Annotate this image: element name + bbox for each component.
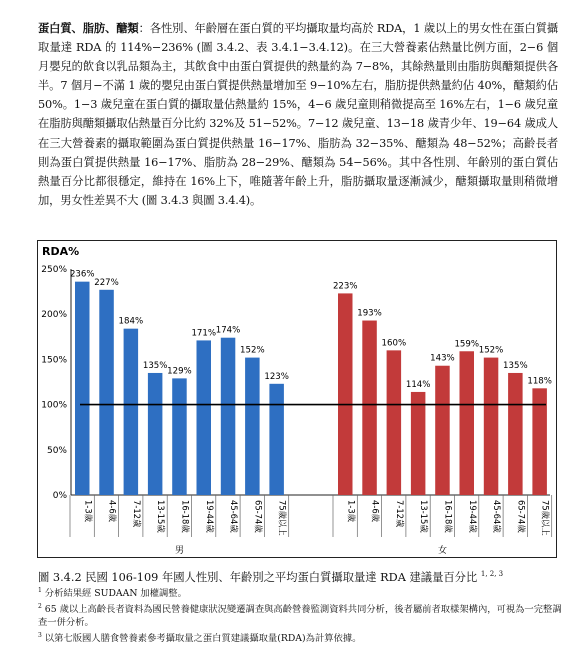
paragraph-body: ：各性別、年齡層在蛋白質的平均攝取量均高於 RDA，1 歲以上的男女性在蛋白質攝取量達 RDA 的 114%−236% (圖 3.4.2、表 3.4.1−3.4.12)。在三大營養素佔熱量比例方面，2−6 個月嬰兒的飲食以乳品類為主，其飲食中由蛋白質提供的熱量約為 7−8%，其餘熱量則由脂肪與醣類提供各半。7 個月−不滿 1 歲的嬰兒由蛋白質提供熱量增加至 9−10%左右，脂肪提供熱量約佔 40%，醣類約佔 50%。1−3 歲兒童在蛋白質的攝取量佔熱量約 15%，4−6 歲兒童則稍微提高至 16%左右，1−6 歲兒童在脂肪與醣類攝取佔熱量百分比約 32%及 51−52%。7−12 歲兒童、13−18 歲青少年、19−64 歲成人在三大營養素的攝取範圍為蛋白質提供熱量 16−17%、脂肪為 32−35%、醣類為 48−52%；高齡長者則為蛋白質提供熱量 16−17%、脂肪為 28−29%、醣類為 54−56%。其中各性別、年齡別的蛋白質佔熱量百分比都很穩定，維持在 16%上下，唯隨著年齡上升，脂肪攝取量逐漸減少，醣類攝取量則稍微增加，男女性差異不大 (圖 3.4.3 與圖 3.4.4)。: [38, 22, 558, 207]
y-tick-label: 0%: [52, 491, 67, 501]
bar-value-label: 135%: [142, 360, 168, 371]
bar-female: [460, 351, 475, 495]
footnote-3-marker: 3: [38, 632, 42, 640]
bar-value-label: 135%: [503, 360, 528, 371]
x-category-label: 4-6歲: [107, 500, 118, 523]
caption-text: 圖 3.4.2 民國 106-109 年國人性別、年齡別之平均蛋白質攝取量達 RDA 建議量百分比: [38, 570, 478, 584]
bar-value-label: 174%: [215, 325, 241, 336]
bar-value-label: 184%: [118, 316, 144, 327]
x-category-label: 75歲以上: [540, 500, 551, 536]
bar-value-label: 123%: [264, 371, 289, 382]
bar-female: [435, 366, 450, 495]
bar-value-label: 159%: [454, 339, 480, 350]
x-category-label: 45-64歲: [492, 500, 503, 533]
footnote-3-text: 以第七版國人膳食營養素參考攝取量之蛋白質建議攝取量(RDA)為計算依據。: [44, 633, 362, 645]
chart-svg: [38, 241, 556, 557]
footnotes: [38, 584, 563, 646]
footnote-1: [38, 584, 563, 600]
bar-value-label: 118%: [527, 376, 552, 387]
x-category-label: 19-44歲: [204, 500, 215, 533]
footnote-2: [38, 600, 563, 629]
bar-male: [197, 340, 212, 495]
bar-value-label: 160%: [381, 338, 407, 349]
x-category-label: 45-64歲: [229, 500, 240, 533]
bar-value-label: 227%: [94, 277, 119, 288]
y-tick-label: 100%: [41, 400, 67, 411]
y-tick-label: 200%: [41, 310, 67, 321]
x-category-label: 13-15歲: [156, 500, 167, 533]
bar-male: [148, 373, 163, 495]
x-category-label: 16-18歲: [443, 500, 454, 533]
bar-male: [269, 384, 284, 495]
bar-value-label: 193%: [357, 308, 382, 319]
x-category-label: 7-12歲: [394, 500, 405, 528]
x-category-label: 75歲以上: [277, 500, 288, 536]
bar-male: [172, 378, 187, 495]
x-category-label: 7-12歲: [131, 500, 142, 528]
bar-female: [411, 392, 426, 495]
bar-value-label: 223%: [332, 281, 358, 292]
x-category-label: 65-74歲: [253, 500, 264, 533]
x-category-label: 1-3歲: [346, 500, 357, 523]
bar-female: [387, 350, 402, 495]
group-label-male: 男: [174, 546, 184, 556]
group-label-female: 女: [437, 546, 447, 556]
bar-value-label: 114%: [405, 379, 431, 390]
footnote-1-marker: 1: [38, 587, 42, 594]
bar-female: [338, 293, 353, 495]
bar-female: [484, 358, 499, 495]
y-axis-label: RDA%: [42, 245, 80, 258]
x-category-label: 65-74歲: [516, 500, 527, 533]
bar-value-label: 152%: [478, 345, 504, 356]
body-paragraph: [38, 19, 558, 210]
footnote-2-text: 65 歲以上高齡長者資料為國民營養健康狀況變遷調查與高齡營養監測資料共同分析，後者屬前者取樣架構內，可視為一完整調查一併分析。: [38, 604, 562, 629]
bar-male: [124, 329, 139, 495]
bar-female: [508, 373, 522, 495]
y-tick-label: 150%: [41, 355, 67, 366]
bar-male: [75, 282, 90, 495]
caption-superscript: 1, 2, 3: [480, 570, 504, 578]
bar-value-label: 143%: [430, 353, 455, 364]
bar-male: [99, 290, 114, 495]
x-category-label: 13-15歲: [419, 500, 430, 533]
x-category-label: 19-44歲: [467, 500, 478, 533]
figure-caption: [38, 566, 503, 586]
bar-value-label: 236%: [69, 269, 95, 280]
footnote-1-text: 分析結果經 SUDAAN 加權調整。: [44, 588, 187, 600]
bar-value-label: 152%: [240, 345, 265, 356]
bar-female: [362, 321, 377, 495]
x-category-label: 4-6歲: [370, 500, 381, 523]
bar-male: [221, 338, 236, 495]
bar-value-label: 171%: [191, 328, 217, 339]
paragraph-bold-lead: 蛋白質、脂肪、醣類: [38, 21, 139, 35]
x-category-label: 1-3歲: [83, 500, 94, 523]
y-tick-label: 50%: [46, 445, 67, 456]
bar-male: [245, 358, 260, 495]
footnote-2-marker: 2: [38, 603, 42, 611]
x-category-label: 16-18歲: [180, 500, 191, 533]
footnote-3: [38, 629, 563, 645]
bar-value-label: 129%: [167, 366, 192, 377]
rda-bar-chart: [37, 240, 557, 558]
y-tick-label: 250%: [41, 265, 67, 275]
